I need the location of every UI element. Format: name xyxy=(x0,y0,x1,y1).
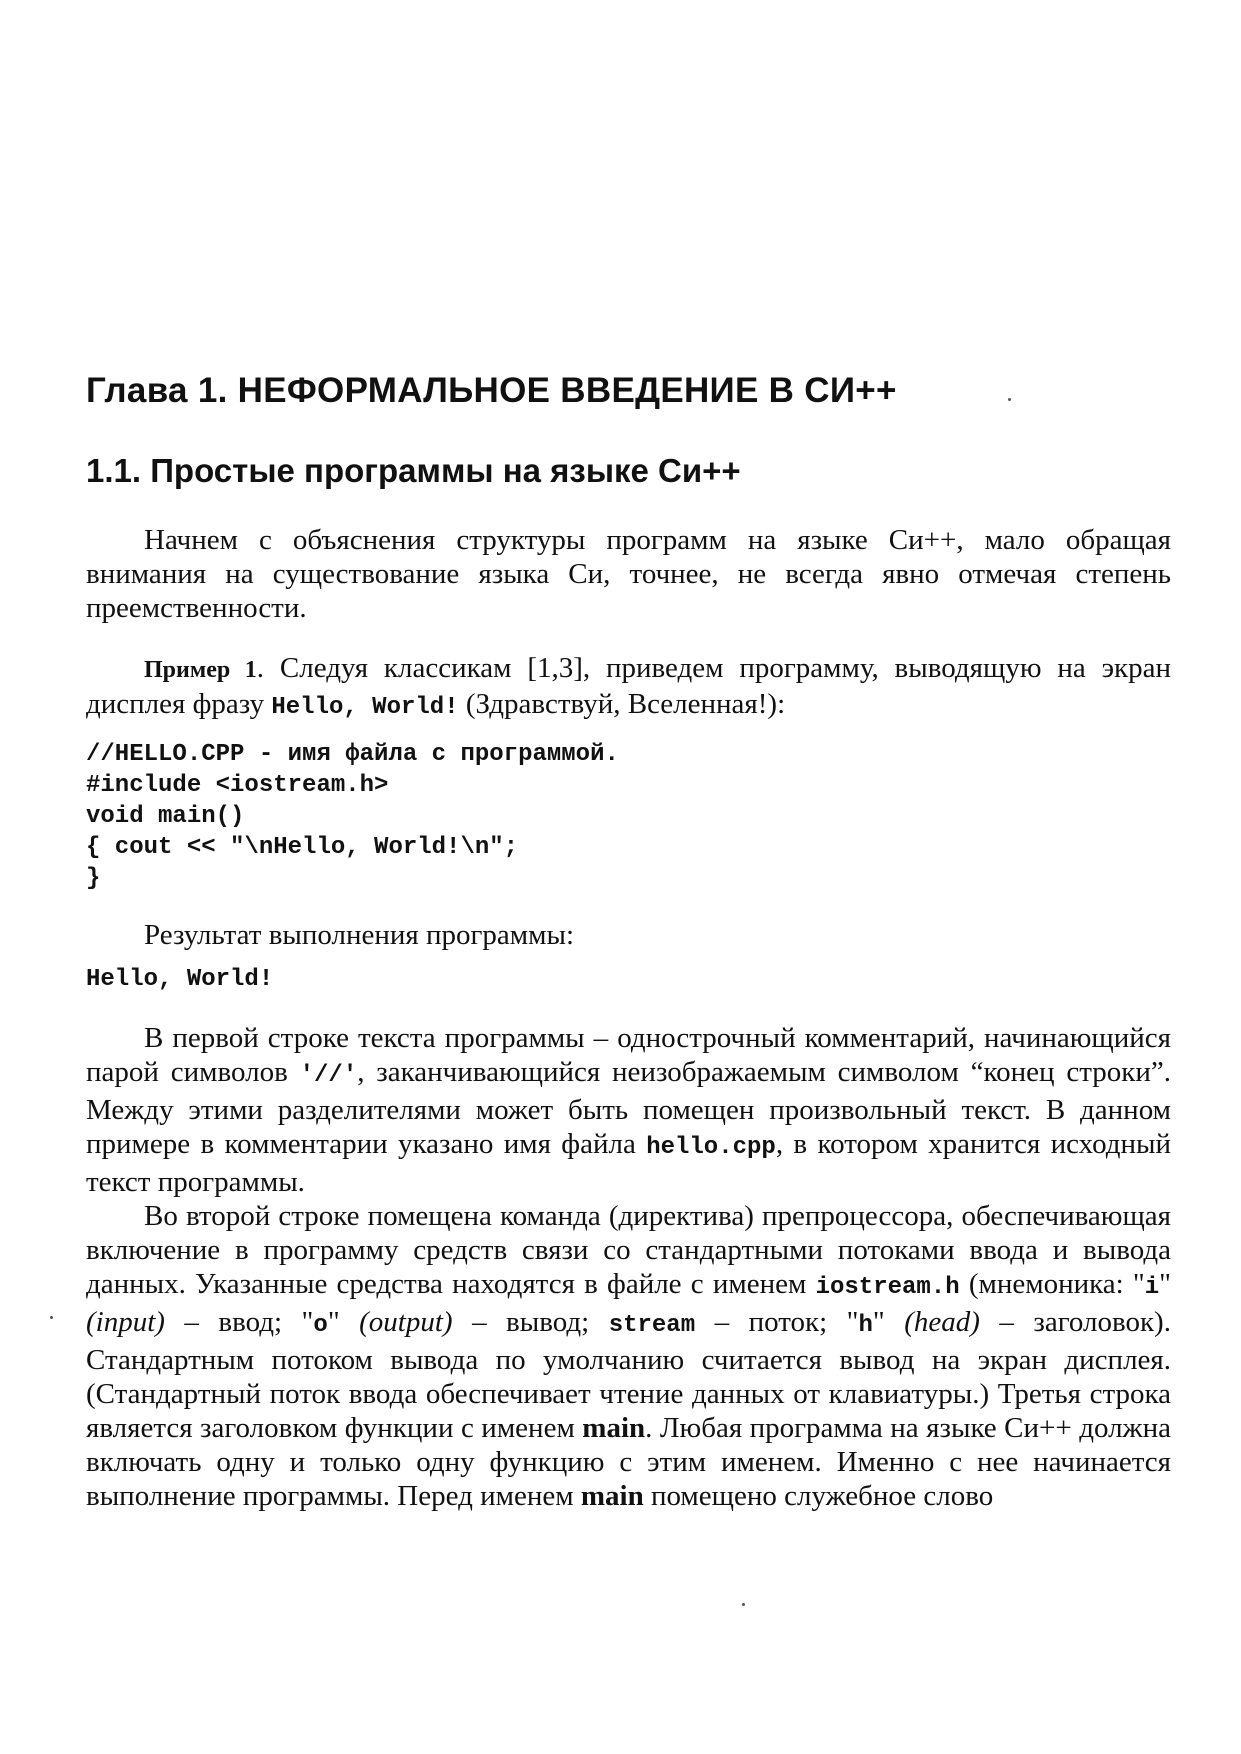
filename: hello.cpp xyxy=(646,1133,776,1161)
hello-phrase: Hello, World! xyxy=(271,693,459,721)
section-title: 1.1. Простые программы на языке Си++ xyxy=(86,451,741,489)
header-file: iostream.h xyxy=(815,1273,960,1301)
first-line-paragraph: В первой строке текста программы – однострочный комментарий, начинающийся парой символов '//', заканчивающийся неизображаемым символом “конец строки”. Между этими разделителями может быть помещен произвольный текст. В данном примере в комментарии указано имя файла hello.cpp, в котором хранится исходный текст программы. xyxy=(86,1021,1172,1198)
page-content xyxy=(86,372,1171,1513)
code-line: #include <iostream.h> xyxy=(86,771,389,799)
program-output: Hello, World! xyxy=(86,965,274,993)
code-line: { cout << "\nHello, World!\n"; xyxy=(86,833,519,861)
example-label: Пример 1 xyxy=(144,656,257,683)
chapter-title: Глава 1. НЕФОРМАЛЬНОЕ ВВЕДЕНИЕ В СИ++ xyxy=(86,371,897,410)
second-line-paragraph: Во второй строке помещена команда (директива) препроцессора, обеспечивающая включение в программу средств связи со стандартными потоками ввода и вывода данных. Указанные средства находятся в файле с именем iostream.h (мнемоника: "i" (input) – ввод; "o" (output) – вывод; stream – поток; "h" (head) – заголовок). Стандартным потоком вывода по умолчанию считается вывод на экран дисплея. (Стандартный поток ввода обеспечивает чтение данных от клавиатуры.) Третья строка является заголовком функции с именем main. Любая программа на языке Си++ должна включать одну и только одну функцию с этим именем. Именно с нее начинается выполнение программы. Перед именем main помещено служебное слово xyxy=(86,1199,1172,1512)
intro-paragraph: Начнем с объяснения структуры программ на языке Си++, мало обращая внимания на существование языка Си, точнее, не всегда явно отмечая степень преемственности. xyxy=(86,523,1171,624)
code-line: //HELLO.CPP - имя файла с программой. xyxy=(86,740,619,768)
comment-symbol: '//' xyxy=(299,1061,358,1089)
code-line: void main() xyxy=(86,802,245,830)
code-listing xyxy=(86,739,1171,894)
example-paragraph: Пример 1. Следуя классикам [1,3], приведем программу, выводящую на экран дисплея фразу Hello, World! (Здравствуй, Вселенная!): xyxy=(86,651,1171,721)
scan-speck xyxy=(742,1603,745,1606)
code-line: } xyxy=(86,864,101,892)
result-label: Результат выполнения программы: xyxy=(144,918,575,951)
scan-speck xyxy=(50,1316,53,1319)
